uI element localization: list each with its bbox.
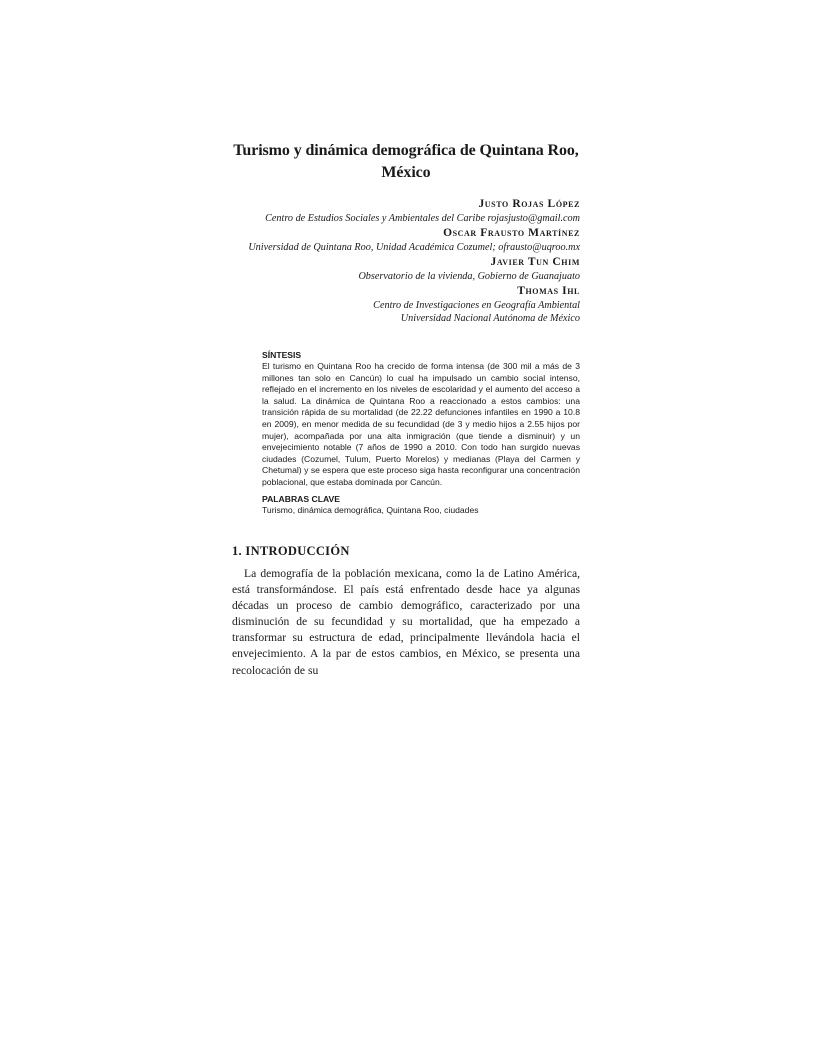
paper-page — [232, 0, 580, 1056]
abstract-label: SÍNTESIS — [262, 350, 302, 360]
author-block — [232, 225, 580, 254]
author-name: Justo Rojas López — [478, 198, 580, 210]
body-paragraph: La demografía de la población mexicana, como la de Latino América, está transformándose. El país está enfrentado desde hace ya algunas décadas un proceso de cambio demográfico, caracterizado por una disminución de su fecundidad y su mortalidad, que ha empezado a transformar su estructura de edad, principalmente llevándola hacia el envejecimiento. A la par de estos cambios, en México, se presenta una recolocación de su — [232, 567, 580, 677]
author-name: Thomas Ihl — [517, 285, 580, 297]
abstract — [262, 350, 580, 489]
author-name: Oscar Frausto Martínez — [443, 227, 580, 239]
author-block — [232, 283, 580, 325]
author-affiliation: Centro de Estudios Sociales y Ambientales del Caribe rojasjusto@gmail.com — [265, 213, 580, 224]
paper-title: Turismo y dinámica demográfica de Quintana Roo, México — [233, 142, 579, 181]
section-heading: 1. INTRODUCCIÓN — [232, 544, 350, 558]
keywords-text: Turismo, dinámica demográfica, Quintana Roo, ciudades — [262, 505, 479, 515]
author-affiliation: Centro de Investigaciones en Geografía Ambiental — [373, 300, 580, 311]
author-affiliation: Universidad de Quintana Roo, Unidad Académica Cozumel; ofrausto@uqroo.mx — [248, 242, 580, 253]
author-affiliation: Observatorio de la vivienda, Gobierno de Guanajuato — [358, 271, 580, 282]
author-name: Javier Tun Chim — [490, 256, 580, 268]
author-block — [232, 254, 580, 283]
author-list — [232, 196, 580, 325]
keywords — [262, 494, 580, 517]
abstract-text: El turismo en Quintana Roo ha crecido de forma intensa (de 300 mil a más de 3 millones tan solo en Cancún) lo cual ha impulsado un cambio social intenso, reflejado en el incremento en los niveles de escolaridad y el aumento del acceso a la salud. La dinámica de Quintana Roo a reaccionado a estos cambios: una transición rápida de su mortalidad (de 22.22 defunciones infantiles en 1990 a 10.8 en 2009), en menor medida de su fecundidad (de 3 y medio hijos a 2.55 hijos por mujer), acompañada por una alta inmigración (que tiende a disminuir) y un envejecimiento notable (7 años de 1990 a 2010. Con todo han surgido nuevas ciudades (Cozumel, Tulum, Puerto Morelos) y medianas (Playa del Carmen y Chetumal) y se espera que este proceso siga hasta reconfigurar una concentración poblacional, que estaba dominada por Cancún. — [262, 361, 580, 487]
keywords-label: PALABRAS CLAVE — [262, 494, 340, 504]
author-affiliation: Universidad Nacional Autónoma de México — [400, 313, 580, 324]
author-block — [232, 196, 580, 225]
